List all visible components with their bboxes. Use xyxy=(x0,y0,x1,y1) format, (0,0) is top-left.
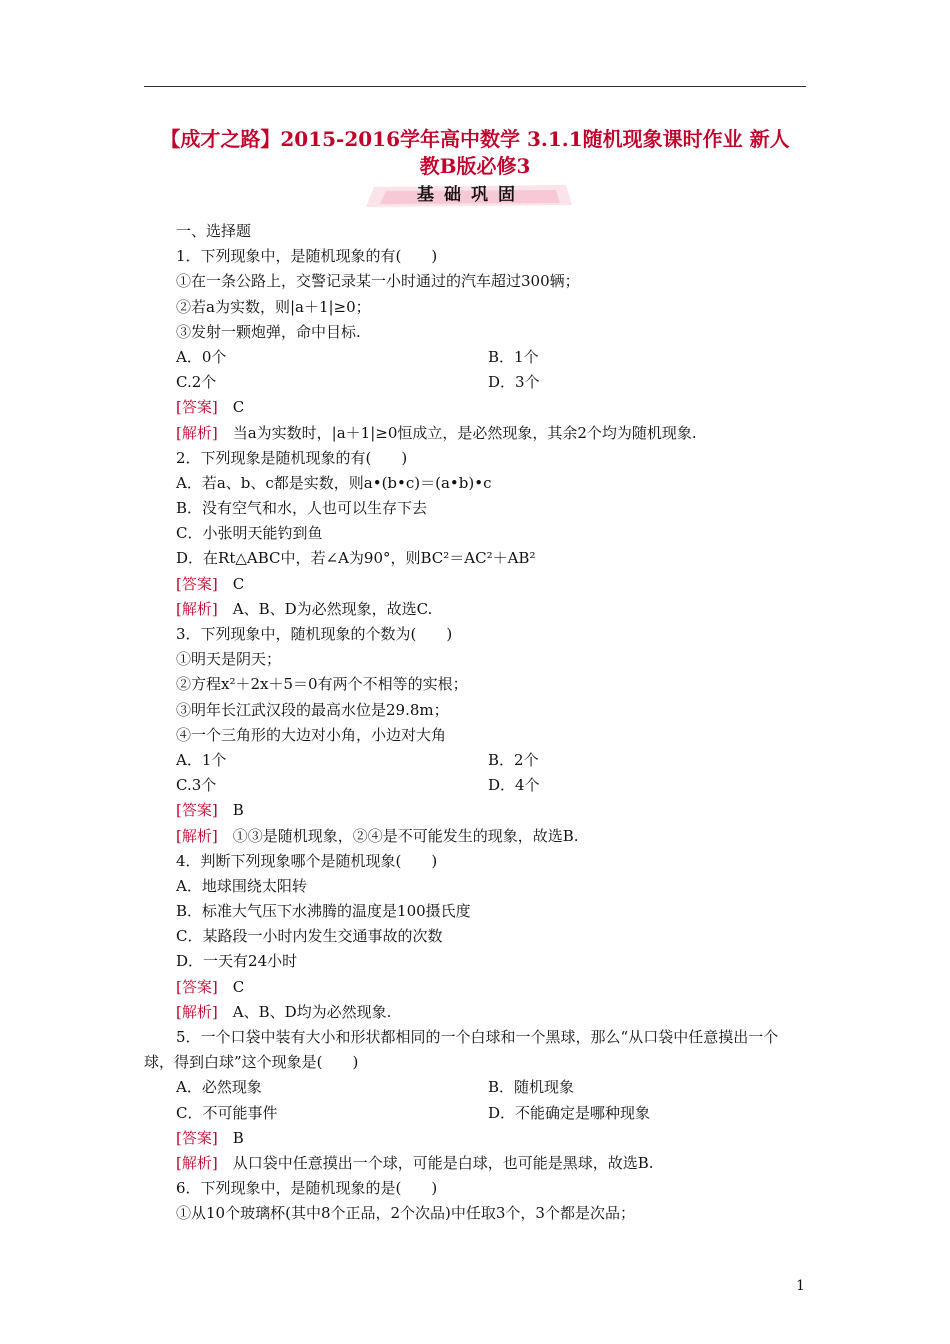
q5-answer xyxy=(144,1126,806,1151)
question-3-stem: 3．下列现象中，随机现象的个数为( ) xyxy=(176,625,453,643)
document-title-line2: 教B版必修3 xyxy=(419,154,531,178)
q1-option-a: A．0个 xyxy=(176,347,227,366)
header-rule xyxy=(144,86,806,87)
q5-options-row-1 xyxy=(144,1075,806,1100)
part-heading: 一、选择题 xyxy=(176,222,252,240)
q5-options-row-2 xyxy=(144,1101,806,1126)
question-5-stem: 5．一个口袋中装有大小和形状都相同的一个白球和一个黑球，那么“从口袋中任意摸出一个球，得到白球”这个现象是( ) xyxy=(144,1028,779,1072)
answer-value: C xyxy=(232,977,245,996)
analysis-tag: [解析] xyxy=(176,423,218,442)
q3-option-d: D．4个 xyxy=(488,776,540,795)
analysis-text: A、B、D均为必然现象. xyxy=(232,1002,392,1021)
answer-tag: [答案] xyxy=(176,574,218,593)
answer-tag: [答案] xyxy=(176,398,218,417)
q3-analysis xyxy=(144,824,806,849)
q6-item-1: ①从10个玻璃杯(其中8个正品，2个次品)中任取3个，3个都是次品； xyxy=(176,1204,635,1223)
q4-answer xyxy=(144,975,806,1000)
q3-option-a: A．1个 xyxy=(176,750,227,769)
q1-item-1: ①在一条公路上，交警记录某一小时通过的汽车超过300辆； xyxy=(176,272,580,291)
q5-option-b: B．随机现象 xyxy=(488,1078,575,1097)
q2-option-a: A．若a、b、c都是实数，则a•(b•c)＝(a•b)•c xyxy=(176,473,492,492)
answer-value: B xyxy=(232,1128,244,1147)
analysis-text: ①③是随机现象，②④是不可能发生的现象，故选B. xyxy=(232,826,579,845)
section-title: 基础巩固 xyxy=(417,185,525,205)
answer-tag: [答案] xyxy=(176,1128,218,1147)
q1-option-d: D．3个 xyxy=(488,373,540,392)
analysis-text: 从口袋中任意摸出一个球，可能是白球，也可能是黑球，故选B. xyxy=(232,1153,654,1172)
q1-options-row-1 xyxy=(144,345,806,370)
q4-option-c: C．某路段一小时内发生交通事故的次数 xyxy=(176,927,443,946)
q5-option-a: A．必然现象 xyxy=(176,1078,262,1097)
question-4-stem: 4．判断下列现象哪个是随机现象( ) xyxy=(176,851,438,870)
q3-answer xyxy=(144,798,806,823)
q1-option-b: B．1个 xyxy=(488,347,539,366)
analysis-tag: [解析] xyxy=(176,1002,218,1021)
answer-value: B xyxy=(232,801,244,820)
analysis-tag: [解析] xyxy=(176,599,218,618)
q2-analysis xyxy=(144,597,806,622)
answer-value: C xyxy=(232,574,245,593)
q1-answer xyxy=(144,395,806,420)
q3-item-3: ③明年长江武汉段的最高水位是29.8m； xyxy=(176,700,449,719)
page-number: 1 xyxy=(796,1278,805,1294)
q4-option-d: D．一天有24小时 xyxy=(176,952,298,971)
question-1-stem: 1．下列现象中，是随机现象的有( ) xyxy=(176,247,438,266)
document-title-line1: 【成才之路】2015-2016学年高中数学 3.1.1随机现象课时作业 新人 xyxy=(160,127,790,151)
q2-option-b: B．没有空气和水，人也可以生存下去 xyxy=(176,499,428,518)
q1-option-c: C.2个 xyxy=(176,373,217,392)
q3-options-row-2 xyxy=(144,773,806,798)
question-content xyxy=(144,219,806,1227)
answer-tag: [答案] xyxy=(176,977,218,996)
analysis-tag: [解析] xyxy=(176,1153,218,1172)
q3-item-4: ④一个三角形的大边对小角，小边对大角 xyxy=(176,725,447,744)
q2-option-c: C．小张明天能钓到鱼 xyxy=(176,524,323,543)
q3-option-b: B．2个 xyxy=(488,750,539,769)
q1-options-row-2 xyxy=(144,370,806,395)
q3-option-c: C.3个 xyxy=(176,776,217,795)
q4-option-a: A．地球围绕太阳转 xyxy=(176,876,307,895)
answer-tag: [答案] xyxy=(176,801,218,820)
question-2-stem: 2．下列现象是随机现象的有( ) xyxy=(176,448,408,467)
q5-analysis xyxy=(144,1151,806,1176)
analysis-tag: [解析] xyxy=(176,826,218,845)
analysis-text: A、B、D为必然现象，故选C. xyxy=(232,599,433,618)
analysis-text: 当a为实数时，|a＋1|≥0恒成立，是必然现象，其余2个均为随机现象. xyxy=(232,423,697,442)
q3-item-2: ②方程x²＋2x＋5＝0有两个不相等的实根； xyxy=(176,675,468,694)
q3-options-row-1 xyxy=(144,748,806,773)
q4-option-b: B．标准大气压下水沸腾的温度是100摄氏度 xyxy=(176,902,471,921)
q1-item-3: ③发射一颗炮弹，命中目标. xyxy=(176,322,361,341)
q2-answer xyxy=(144,572,806,597)
question-6-stem: 6．下列现象中，是随机现象的是( ) xyxy=(176,1179,438,1198)
answer-value: C xyxy=(232,398,245,417)
q4-analysis xyxy=(144,1000,806,1025)
q5-option-d: D．不能确定是哪种现象 xyxy=(488,1103,651,1122)
q1-item-2: ②若a为实数，则|a＋1|≥0； xyxy=(176,297,371,316)
q5-option-c: C．不可能事件 xyxy=(176,1103,278,1122)
q1-analysis xyxy=(144,421,806,446)
q2-option-d: D．在Rt△ABC中，若∠A为90°，则BC²＝AC²＋AB² xyxy=(176,549,536,568)
q3-item-1: ①明天是阴天； xyxy=(176,650,282,669)
